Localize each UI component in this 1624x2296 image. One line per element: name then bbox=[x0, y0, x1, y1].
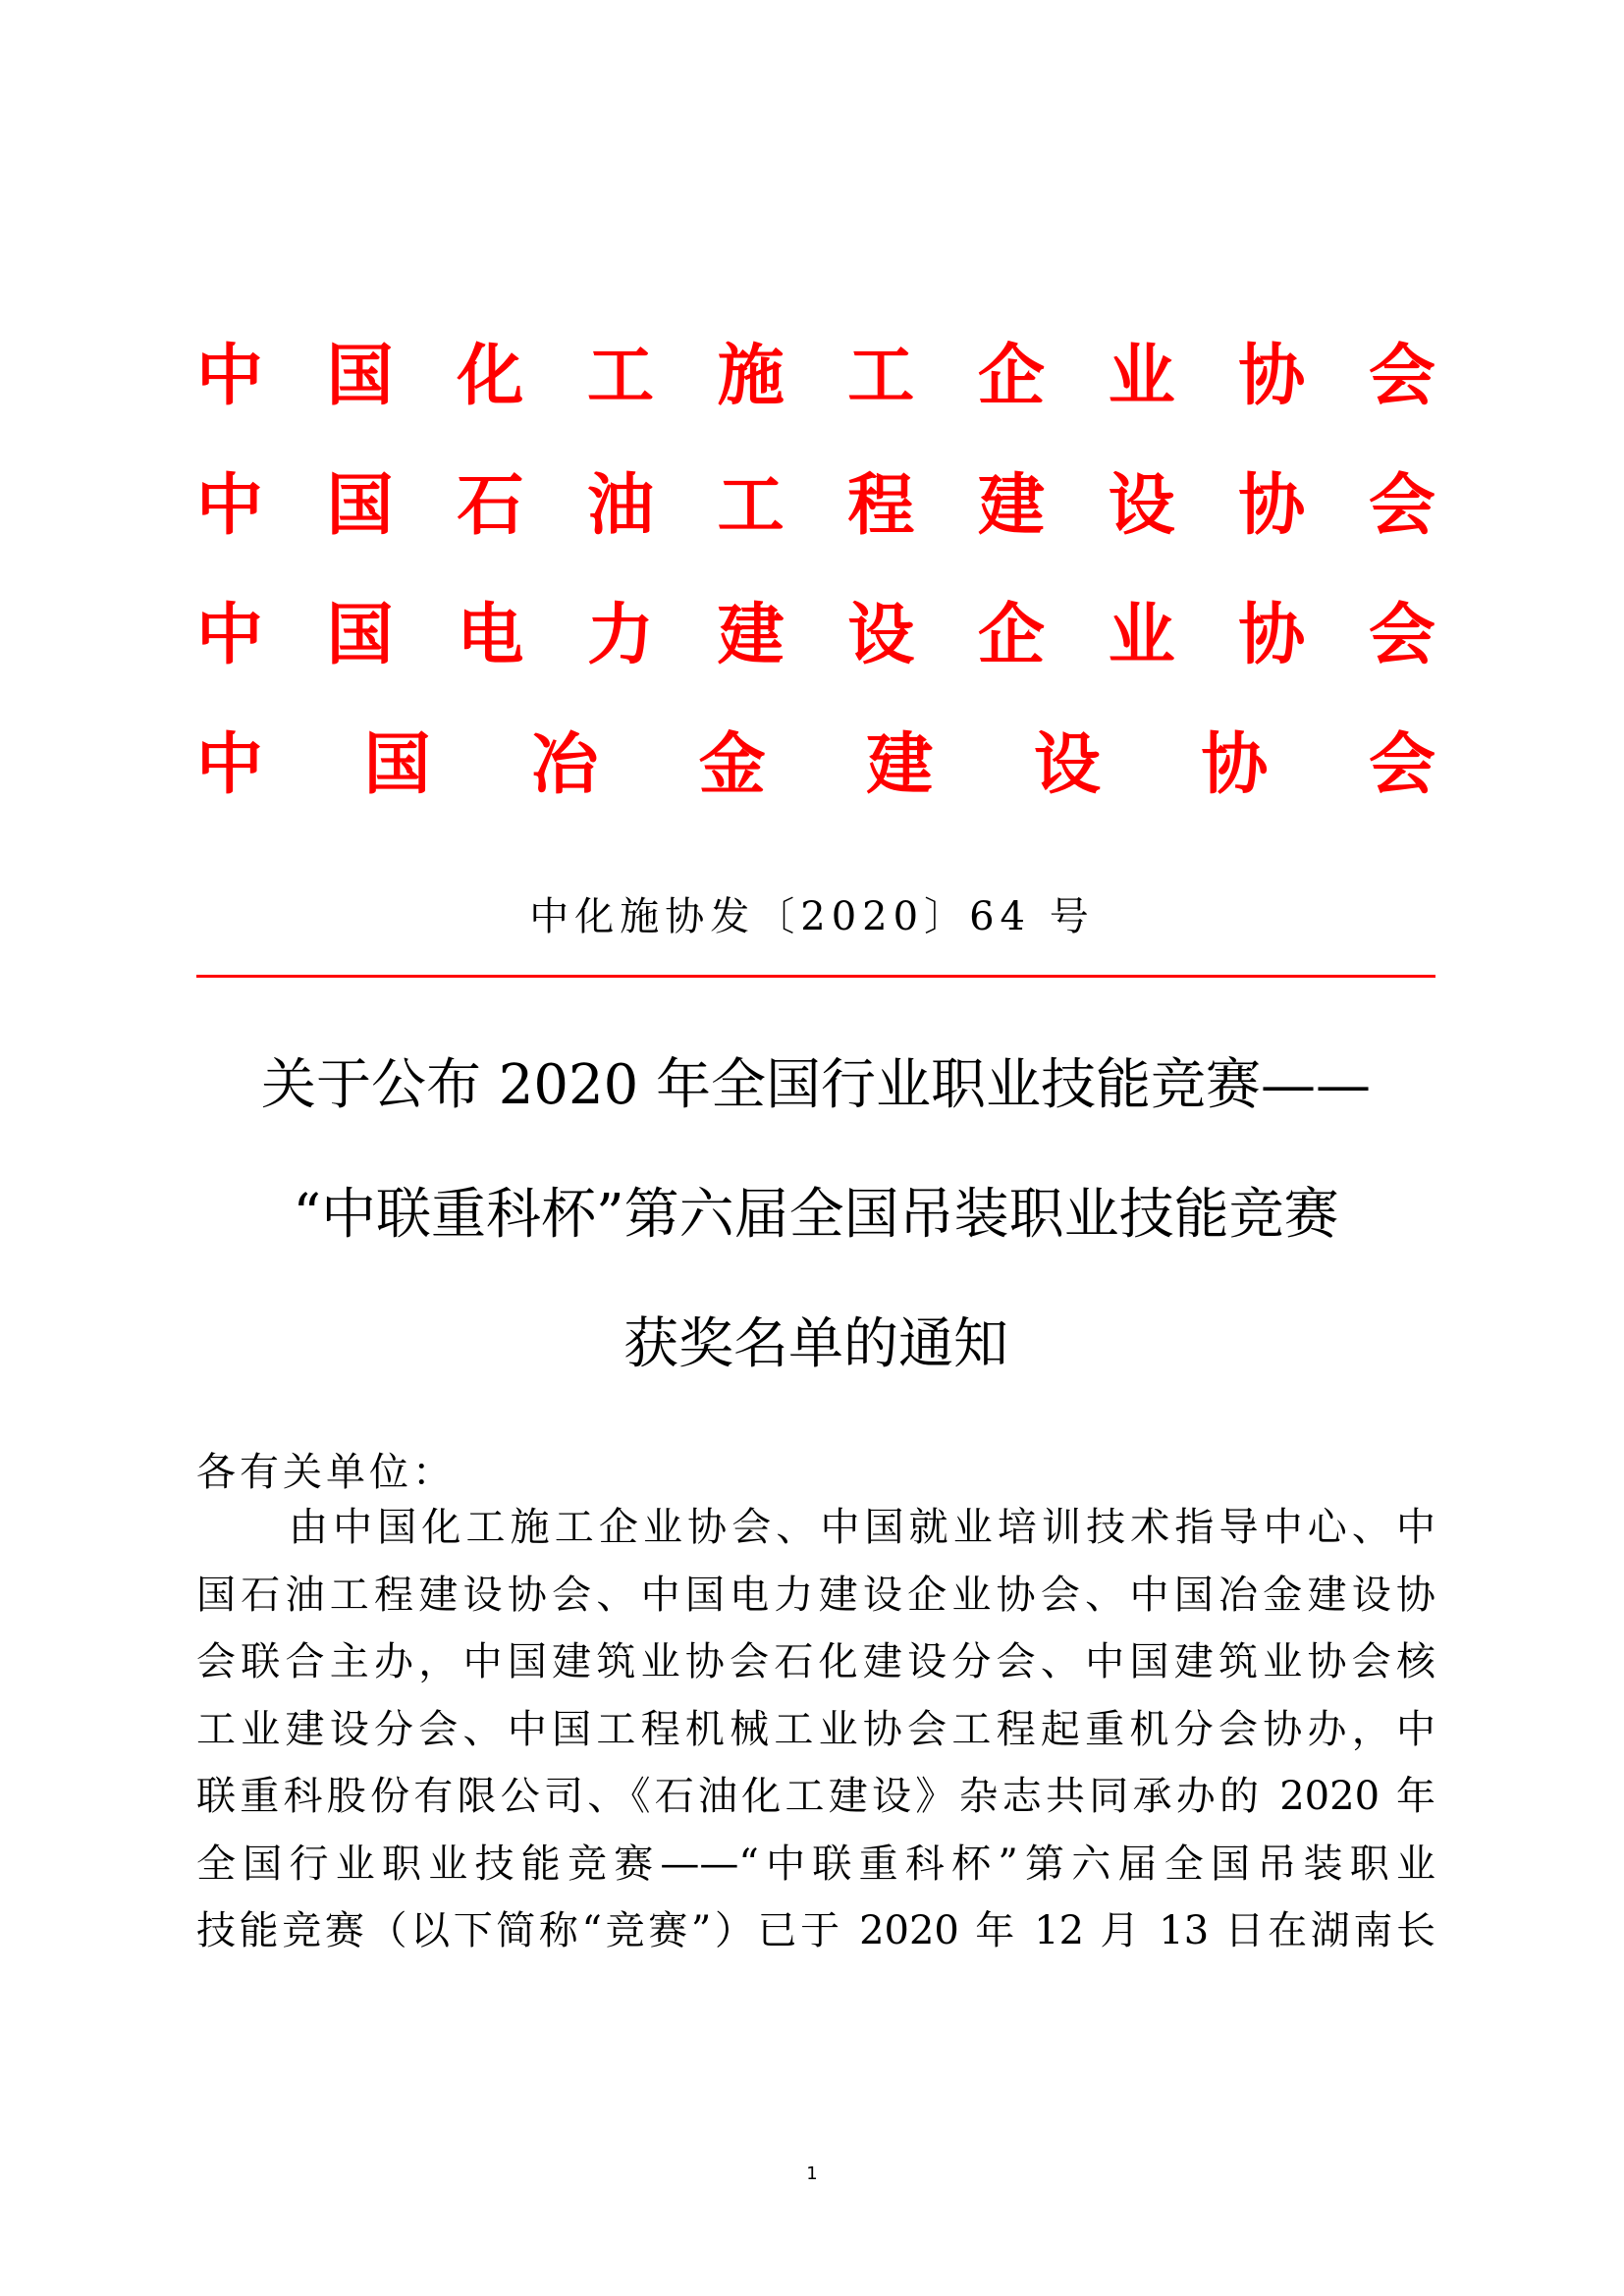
issuer-char: 中 bbox=[196, 597, 264, 674]
issuer-char: 施 bbox=[717, 338, 785, 415]
issuer-char: 金 bbox=[698, 726, 766, 804]
issuer-char: 中 bbox=[196, 726, 264, 804]
issuer-char: 冶 bbox=[531, 726, 599, 804]
issuer-char: 业 bbox=[1108, 338, 1175, 415]
body-line: 联重科股份有限公司、《石油化工建设》杂志共同承办的 2020 年 bbox=[196, 1774, 1435, 1819]
issuer-char: 油 bbox=[586, 467, 654, 545]
issuer-char: 建 bbox=[717, 597, 785, 674]
issuer-char: 协 bbox=[1201, 726, 1269, 804]
document-number: 中化施协发〔2020〕64 号 bbox=[529, 894, 1095, 939]
body-line: 国石油工程建设协会、中国电力建设企业协会、中国冶金建设协 bbox=[196, 1572, 1435, 1618]
issuer-char: 工 bbox=[717, 467, 785, 545]
issuer-char: 国 bbox=[326, 597, 394, 674]
issuer-char: 企 bbox=[977, 597, 1045, 674]
body-line: 会联合主办，中国建筑业协会石化建设分会、中国建筑业协会核 bbox=[196, 1639, 1435, 1684]
title-line-1: 关于公布 2020 年全国行业职业技能竞赛—— bbox=[260, 1053, 1372, 1117]
issuer-char: 建 bbox=[977, 467, 1045, 545]
issuer-char: 设 bbox=[1108, 467, 1175, 545]
title-line-3: 获奖名单的通知 bbox=[623, 1312, 1008, 1376]
issuer-char: 国 bbox=[363, 726, 431, 804]
issuer-char: 协 bbox=[1238, 467, 1306, 545]
issuer-line-3 bbox=[196, 571, 1435, 701]
issuer-char: 工 bbox=[586, 338, 654, 415]
issuer-char: 设 bbox=[1033, 726, 1101, 804]
issuer-char: 建 bbox=[866, 726, 934, 804]
salutation: 各有关单位： bbox=[196, 1450, 456, 1495]
issuer-char: 国 bbox=[326, 338, 394, 415]
issuer-char: 中 bbox=[196, 338, 264, 415]
issuer-char: 国 bbox=[326, 467, 394, 545]
issuer-line-2 bbox=[196, 442, 1435, 571]
issuer-char: 会 bbox=[1368, 467, 1435, 545]
page-number: 1 bbox=[806, 2163, 818, 2184]
issuer-char: 程 bbox=[847, 467, 915, 545]
issuer-line-4 bbox=[196, 701, 1435, 830]
issuer-char: 石 bbox=[457, 467, 524, 545]
body-line: 由中国化工施工企业协会、中国就业培训技术指导中心、中 bbox=[289, 1505, 1435, 1550]
issuer-char: 工 bbox=[847, 338, 915, 415]
body-paragraph bbox=[196, 1494, 1435, 1965]
issuer-char: 电 bbox=[457, 597, 524, 674]
body-line: 技能竞赛（以下简称“竞赛”）已于 2020 年 12 月 13 日在湖南长 bbox=[196, 1908, 1435, 1953]
issuer-char: 会 bbox=[1368, 726, 1435, 804]
issuer-char: 会 bbox=[1368, 597, 1435, 674]
body-line: 工业建设分会、中国工程机械工业协会工程起重机分会协办，中 bbox=[196, 1706, 1435, 1752]
body-line: 全国行业职业技能竞赛——“中联重科杯”第六届全国吊装职业 bbox=[196, 1841, 1435, 1887]
issuer-char: 力 bbox=[586, 597, 654, 674]
title-line-2: “中联重科杯”第六届全国吊装职业技能竞赛 bbox=[293, 1183, 1339, 1247]
issuer-char: 协 bbox=[1238, 597, 1306, 674]
red-divider bbox=[196, 975, 1435, 978]
issuer-line-1 bbox=[196, 312, 1435, 442]
issuer-char: 化 bbox=[457, 338, 524, 415]
notice-title bbox=[196, 1021, 1435, 1410]
issuer-char: 业 bbox=[1108, 597, 1175, 674]
issuer-char: 企 bbox=[977, 338, 1045, 415]
issuer-char: 会 bbox=[1368, 338, 1435, 415]
issuer-char: 协 bbox=[1238, 338, 1306, 415]
issuer-header bbox=[196, 312, 1435, 830]
issuer-char: 中 bbox=[196, 467, 264, 545]
issuer-char: 设 bbox=[847, 597, 915, 674]
